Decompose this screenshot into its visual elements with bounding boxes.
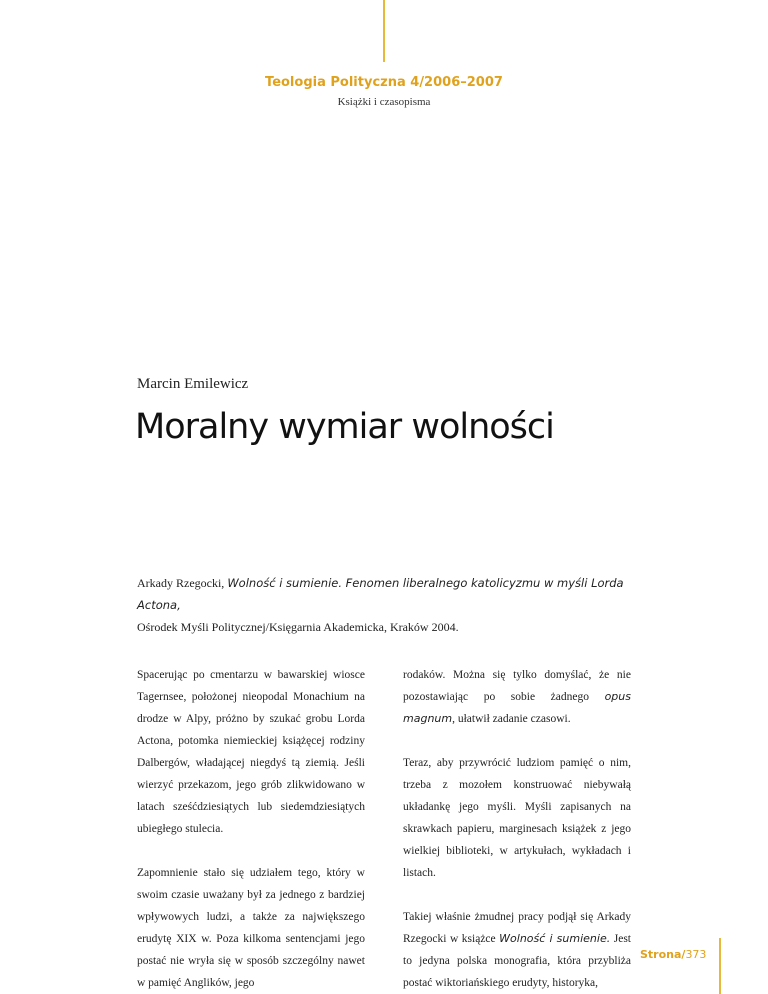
article-title: Moralny wymiar wolności [135, 407, 554, 447]
page-number [640, 948, 706, 961]
bottom-divider-line [719, 938, 721, 994]
text-run-italic: opus magnum [403, 690, 631, 725]
bibliography [137, 572, 637, 638]
book-publisher: Ośrodek Myśli Politycznej/Księgarnia Akademicka, Kraków 2004. [137, 620, 459, 634]
text-run: Takiej właśnie żmudnej pracy podjął się Arkady Rzegocki w książce [403, 911, 631, 945]
section-name: Książki i czasopisma [337, 96, 431, 108]
paragraph: Spacerując po cmentarzu w bawarskiej wiosce Tagernsee, położonej nieopodal Monachium na drodze w Alpy, próżno by szukać grobu Lorda Actona, potomka niemieckiej książęcej rodziny Dalbergów, władającej niegdyś tą ziemią. Jeśli wierzyć przekazom, jego grób zlikwidowano w latach sześćdziesiątych lub siedemdziesiątych ubiegłego stulecia. [137, 669, 365, 835]
paragraph [403, 664, 631, 730]
page-value: 373 [685, 948, 707, 961]
text-run: , ułatwił zadanie czasowi. [452, 713, 571, 725]
text-run: rodaków. Można się tylko domyślać, że nie pozostawiając po sobie żadnego [403, 669, 631, 703]
body-column-right [403, 664, 631, 994]
paragraph: Teraz, aby przywrócić ludziom pamięć o nim, trzeba z mozołem konstruować niebywałą układankę jego myśli. Myśli zapisanych na skrawkach papieru, marginesach książek z jego wielkiej biblioteki, w artykułach, wykładach i listach. [403, 757, 631, 879]
book-title: Wolność i sumienie. Fenomen liberalnego katolicyzmu w myśli Lorda Actona, [137, 576, 624, 612]
page-label: Strona/ [640, 948, 686, 961]
paragraph [403, 906, 631, 994]
paragraph: Zapomnienie stało się udziałem tego, który w swoim czasie uważany był za jednego z bardziej wpływowych ludzi, a także za największego erudytę XIX w. Poza kilkoma sentencjami jego postać nie wryła się w sposób szczególny nawet w pamięć Anglików, jego [137, 867, 365, 989]
body-column-left [137, 664, 365, 994]
top-divider-line [383, 0, 385, 62]
journal-header: Teologia Polityczna 4/2006–2007 [265, 75, 503, 90]
text-run: Jest to jedyna polska monografia, która przybliża postać wiktoriańskiego erudyty, historyka, [403, 933, 631, 989]
text-run-italic: Wolność i sumienie. [499, 932, 611, 945]
article-author: Marcin Emilewicz [137, 376, 249, 392]
book-author: Arkady Rzegocki, [137, 576, 225, 590]
